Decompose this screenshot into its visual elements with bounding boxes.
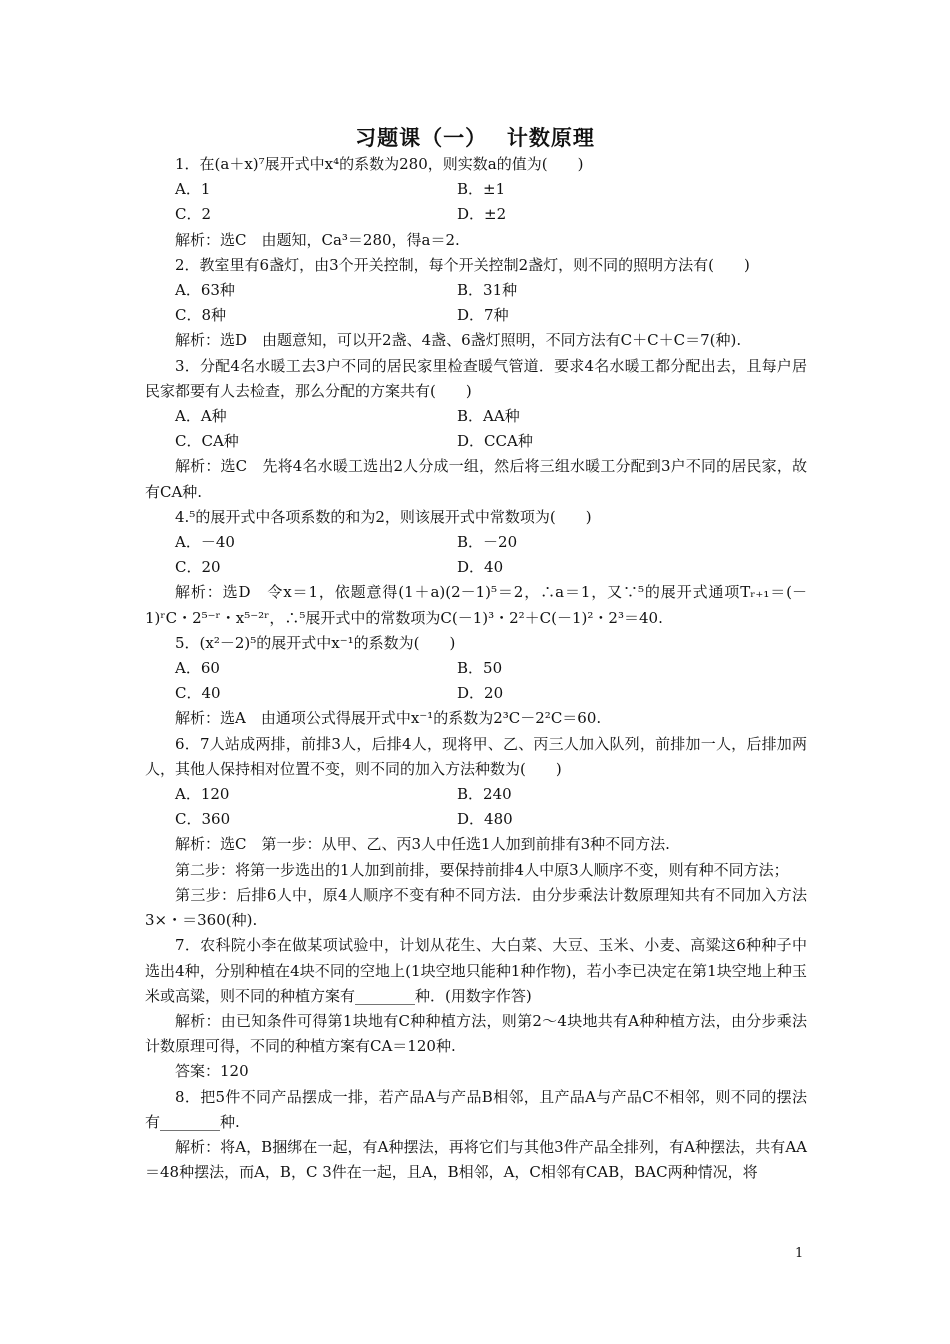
answer-option: C．360 [175,810,231,829]
text-paragraph: 3．分配4名水暖工去3户不同的居民家里检查暖气管道．要求4名水暖工都分配出去，且每户居民家都要有人去检查，那么分配的方案共有( ) [145,356,807,400]
answer-options-row [145,404,807,429]
answer-options-row [145,303,807,328]
text-paragraph: 解析：选D 令x＝1，依题意得(1＋a)(2－1)⁵＝2，∴a＝1，又∵⁵的展开式通项Tᵣ₊₁＝(－1)ʳC・2⁵⁻ʳ・x⁵⁻²ʳ，∴⁵展开式中的常数项为C(－1)³・2²＋C(－1)²・2³＝40. [145,583,807,627]
answer-options-row [145,202,807,227]
text-paragraph: 1．在(a＋x)⁷展开式中x⁴的系数为280，则实数a的值为( ) [175,155,584,173]
answer-option: D．±2 [457,205,507,224]
answer-option: C．20 [175,558,221,577]
text-paragraph: 解析：选C 由题知，Ca³＝280，得a＝2. [175,230,460,249]
answer-options-row [145,530,807,555]
answer-options-row [145,782,807,807]
page-number: 1 [795,1246,804,1261]
answer-option: B．AA种 [457,407,520,426]
answer-option: B．±1 [457,180,506,199]
answer-options-row [145,177,807,202]
answer-option: D．7种 [457,306,509,325]
text-paragraph: 解析：选D 由题意知，可以开2盏、4盏、6盏灯照明，不同方法有C＋C＋C＝7(种). [175,331,742,350]
text-paragraph: 8．把5件不同产品摆成一排，若产品A与产品B相邻，且产品A与产品C不相邻，则不同的摆法有________种. [145,1087,807,1131]
answer-option: A．60 [175,659,220,678]
text-paragraph: 5．(x²－2)⁵的展开式中x⁻¹的系数为( ) [175,633,456,652]
answer-options-row [145,555,807,580]
answer-option: B．240 [457,785,512,804]
answer-options-row [145,278,807,303]
text-paragraph: 第二步：将第一步选出的1人加到前排，要保持前排4人中原3人顺序不变，则有种不同方法； [175,860,789,879]
answer-option: A．A种 [175,407,227,426]
text-paragraph: 解析：将A，B捆绑在一起，有A种摆法，再将它们与其他3件产品全排列，有A种摆法，共有AA＝48种摆法，而A，B，C 3件在一起，且A，B相邻，A，C相邻有CAB，BAC两种情况，将 [145,1137,807,1182]
answer-option: C．2 [175,205,212,224]
answer-option: D．40 [457,558,504,577]
text-paragraph: 2．教室里有6盏灯，由3个开关控制，每个开关控制2盏灯，则不同的照明方法有( ) [175,255,750,274]
answer-options-row [145,656,807,681]
text-paragraph: 4.⁵的展开式中各项系数的和为2，则该展开式中常数项为( ) [175,507,592,526]
text-paragraph: 第三步：后排6人中，原4人顺序不变有种不同方法．由分步乘法计数原理知共有不同加入方法3×・＝360(种). [145,885,807,930]
text-paragraph: 解析：选C 第一步：从甲、乙、丙3人中任选1人加到前排有3种不同方法. [175,835,670,854]
answer-option: D．CCA种 [457,432,533,451]
text-paragraph: 解析：选C 先将4名水暖工选出2人分成一组，然后将三组水暖工分配到3户不同的居民家，故有CA种. [145,457,807,501]
answer-options-row [145,429,807,454]
answer-option: D．20 [457,684,504,703]
answer-option: A．63种 [175,281,235,300]
document-body [145,152,807,1185]
text-paragraph: 解析：由已知条件可得第1块地有C种种植方法，则第2～4块地共有A种种植方法，由分步乘法计数原理可得，不同的种植方案有CA＝120种. [145,1011,807,1056]
text-paragraph: 6．7人站成两排，前排3人，后排4人，现将甲、乙、丙三人加入队列，前排加一人，后排加两人，其他人保持相对位置不变，则不同的加入方法种数为( ) [145,734,807,778]
answer-option: D．480 [457,810,513,829]
page-title: 习题课（一） 计数原理 [355,126,595,150]
answer-option: C．8种 [175,306,227,325]
answer-option: C．CA种 [175,432,239,451]
answer-option: A．120 [175,785,230,804]
answer-options-row [145,807,807,832]
text-paragraph: 7．农科院小李在做某项试验中，计划从花生、大白菜、大豆、玉米、小麦、高粱这6种种子中选出4种，分别种植在4块不同的空地上(1块空地只能种1种作物)，若小李已决定在第1块空地上种玉米或高粱，则不同的种植方案有________种．(用数字作答) [145,936,807,1005]
text-paragraph: 解析：选A 由通项公式得展开式中x⁻¹的系数为2³C－2²C＝60. [175,709,602,728]
answer-options-row [145,681,807,706]
text-paragraph: 答案：120 [175,1062,249,1081]
answer-option: A．－40 [175,533,235,552]
answer-option: A．1 [175,180,211,199]
answer-option: B．－20 [457,533,518,552]
answer-option: B．50 [457,659,503,678]
answer-option: B．31种 [457,281,518,300]
answer-option: C．40 [175,684,221,703]
